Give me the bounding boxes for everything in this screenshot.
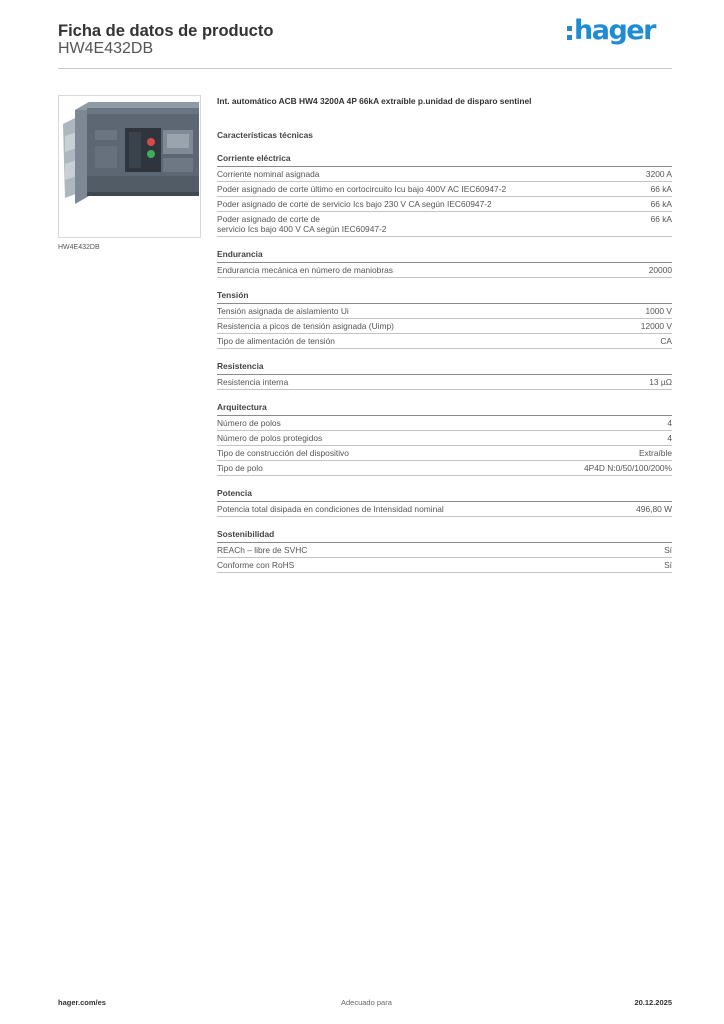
spec-row xyxy=(217,461,672,476)
spec-label: Endurancia mecánica en número de maniobras xyxy=(217,265,393,275)
spec-row xyxy=(217,263,672,278)
hager-logo[interactable] xyxy=(567,14,655,48)
spec-group xyxy=(217,487,672,517)
spec-group xyxy=(217,401,672,476)
breaker-illustration-icon xyxy=(59,96,200,237)
spec-row xyxy=(217,334,672,349)
footer-date: 20.12.2025 xyxy=(634,998,672,1007)
spec-value: 66 kA xyxy=(650,214,672,224)
spec-row xyxy=(217,304,672,319)
spec-group xyxy=(217,289,672,349)
spec-row xyxy=(217,212,672,237)
spec-row xyxy=(217,543,672,558)
spec-value: 496,80 W xyxy=(636,504,672,514)
logo-text: hager xyxy=(574,15,655,46)
spec-row xyxy=(217,319,672,334)
spec-row xyxy=(217,197,672,212)
spec-group-title: Tensión xyxy=(217,289,672,304)
spec-label: Tipo de alimentación de tensión xyxy=(217,336,335,346)
spec-row xyxy=(217,558,672,573)
spec-group-title: Corriente eléctrica xyxy=(217,152,672,167)
product-image xyxy=(58,95,201,238)
spec-row xyxy=(217,502,672,517)
product-code: HW4E432DB xyxy=(58,40,154,57)
logo-dots-icon xyxy=(567,24,572,42)
spec-value: 4 xyxy=(667,418,672,428)
spec-value: Extraíble xyxy=(638,448,672,458)
spec-label: Poder asignado de corte de servicio Ics bajo 400 V CA según IEC60947-2 xyxy=(217,214,387,234)
spec-value: 20000 xyxy=(648,265,672,275)
spec-label: Poder asignado de corte de servicio Ics bajo 230 V CA según IEC60947-2 xyxy=(217,199,492,209)
image-caption: HW4E432DB xyxy=(58,244,100,251)
spec-group xyxy=(217,360,672,390)
spec-value: 3200 A xyxy=(645,169,672,179)
spec-group xyxy=(217,248,672,278)
spec-label: Número de polos protegidos xyxy=(217,433,323,443)
spec-group-title: Endurancia xyxy=(217,248,672,263)
spec-value: 12000 V xyxy=(640,321,672,331)
footer-note: Adecuado para xyxy=(341,998,392,1007)
spec-group-title: Sostenibilidad xyxy=(217,528,672,543)
spec-label: Tipo de construcción del dispositivo xyxy=(217,448,349,458)
spec-row xyxy=(217,182,672,197)
spec-label: Tipo de polo xyxy=(217,463,263,473)
spec-row xyxy=(217,431,672,446)
spec-value: 66 kA xyxy=(650,184,672,194)
spec-group-title: Potencia xyxy=(217,487,672,502)
spec-value: 4 xyxy=(667,433,672,443)
spec-value: 66 kA xyxy=(650,199,672,209)
product-description: Int. automático ACB HW4 3200A 4P 66kA extraíble p.unidad de disparo sentinel xyxy=(217,96,532,106)
spec-group-title: Arquitectura xyxy=(217,401,672,416)
spec-value: Sí xyxy=(664,560,672,570)
header-divider xyxy=(58,68,672,69)
footer-website-link[interactable]: hager.com/es xyxy=(58,998,106,1007)
spec-label: Número de polos xyxy=(217,418,281,428)
spec-groups xyxy=(217,152,672,573)
spec-group xyxy=(217,152,672,237)
tech-characteristics-title: Características técnicas xyxy=(217,130,313,140)
spec-label: Resistencia interna xyxy=(217,377,289,387)
spec-value: CA xyxy=(660,336,672,346)
spec-label: Poder asignado de corte último en cortocircuito Icu bajo 400V AC IEC60947-2 xyxy=(217,184,507,194)
spec-value: 1000 V xyxy=(645,306,672,316)
spec-label: Tensión asignada de aislamiento Ui xyxy=(217,306,349,316)
spec-label: Conforme con RoHS xyxy=(217,560,295,570)
spec-row xyxy=(217,375,672,390)
spec-label: Resistencia a picos de tensión asignada (Uimp) xyxy=(217,321,394,331)
spec-row xyxy=(217,167,672,182)
spec-value: 13 µΩ xyxy=(649,377,672,387)
spec-row xyxy=(217,446,672,461)
spec-label: REACh – libre de SVHC xyxy=(217,545,308,555)
spec-label: Potencia total disipada en condiciones de Intensidad nominal xyxy=(217,504,444,514)
spec-value: 4P4D N:0/50/100/200% xyxy=(584,463,672,473)
spec-row xyxy=(217,416,672,431)
page-title: Ficha de datos de producto xyxy=(58,22,274,40)
spec-label: Corriente nominal asignada xyxy=(217,169,320,179)
spec-section xyxy=(217,94,672,573)
spec-group xyxy=(217,528,672,573)
spec-group-title: Resistencia xyxy=(217,360,672,375)
spec-value: Sí xyxy=(664,545,672,555)
